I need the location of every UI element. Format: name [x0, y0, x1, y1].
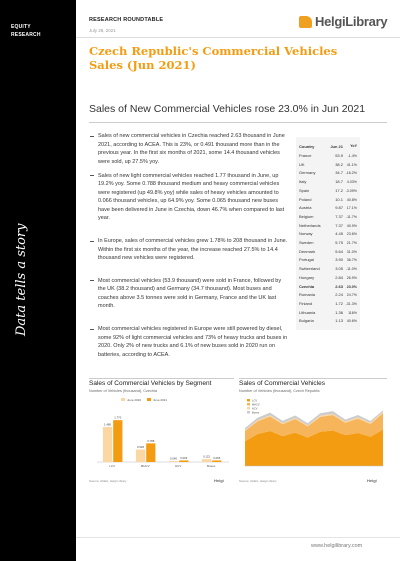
cell-yoy: -16.2% — [345, 171, 357, 176]
table-row — [299, 300, 357, 309]
legend-label: HCV — [252, 407, 258, 411]
cell-yoy: -31.3% — [345, 301, 357, 306]
total-chart-plot — [239, 396, 387, 476]
segment-chart-subtitle: Number of Vehicles (thousand), Czechia — [89, 389, 157, 393]
legend-swatch — [247, 403, 250, 406]
cell-yoy: 4.03% — [346, 180, 357, 185]
header-divider — [76, 37, 400, 38]
x-tick-label: MHCV — [140, 464, 150, 468]
legend-label: MHCV — [252, 403, 260, 407]
segment-chart-source: Source: ACEA, Helgi Library — [89, 479, 127, 483]
total-chart — [239, 378, 387, 488]
x-tick-label: Buses — [207, 464, 216, 468]
legend-swatch — [247, 399, 250, 402]
bullet-item: In Europe, sales of commercial vehicles grew 1.78% to 208 thousand in June. Within the first six months of the year, the increase reached 27.5% to 14.4 thousand new vehicles were registered. — [89, 237, 289, 271]
legend-swatch — [247, 411, 250, 414]
cell-jun21: 17.2 — [335, 187, 343, 193]
bar-value-label: 1.770 — [114, 415, 122, 420]
table-row — [299, 204, 357, 213]
cell-jun21: 9.87 — [335, 205, 343, 211]
segment-chart — [89, 378, 234, 488]
table-row — [299, 283, 357, 292]
cell-jun21: 2.24 — [335, 292, 343, 298]
helgi-logo-text: HelgiLibrary — [315, 14, 388, 29]
segment-chart-title: Sales of Commercial Vehicles by Segment — [89, 380, 212, 387]
bar-value-label: 0.788 — [147, 438, 155, 443]
cell-country: Hungary — [299, 274, 315, 280]
table-row — [299, 265, 357, 274]
sidebar-line-equity: EQUITY — [11, 24, 31, 30]
table-row — [299, 239, 357, 248]
cell-country: France — [299, 153, 312, 158]
cell-yoy: 31.0% — [346, 249, 357, 254]
bar-value-label: 1.480 — [104, 422, 112, 427]
cell-country: Finland — [299, 300, 313, 306]
article-subtitle: Sales of New Commercial Vehicles rose 23.0% in Jun 2021 — [89, 103, 366, 115]
cell-jun21: 34.7 — [335, 170, 343, 176]
cell-country: Portugal — [299, 257, 314, 263]
cell-jun21: 38.2 — [335, 161, 343, 167]
footer-divider — [76, 537, 400, 538]
cell-yoy: 36.7% — [346, 258, 357, 263]
cell-yoy: 21.7% — [346, 241, 357, 246]
bar — [169, 461, 178, 462]
cell-country: Bulgaria — [299, 318, 314, 324]
total-chart-subtitle: Number of Vehicles (thousand), Czech Republic — [239, 389, 320, 393]
chart-divider — [239, 378, 387, 379]
col-header-yoy: YoY — [350, 144, 357, 148]
cell-country: UK — [299, 161, 305, 167]
bar — [103, 427, 112, 462]
total-chart-logo: Helgi — [367, 478, 377, 483]
bar-value-label: 0.526 — [137, 445, 145, 450]
legend-swatch — [247, 407, 250, 410]
chart-divider — [89, 378, 234, 379]
table-row — [299, 187, 357, 196]
helgi-logo-icon — [299, 16, 312, 28]
country-sales-table — [296, 137, 360, 330]
report-date: July 28, 2021 — [89, 28, 116, 33]
bar — [202, 459, 211, 462]
legend-swatch — [121, 398, 125, 401]
segment-chart-plot — [89, 396, 234, 476]
table-row — [299, 317, 357, 326]
legend-label: Buses — [252, 411, 260, 415]
table-row — [299, 256, 357, 265]
bar — [212, 460, 221, 462]
cell-country: Switzerland — [299, 266, 320, 272]
x-tick-label: LCV — [109, 464, 116, 468]
bullet-item: Sales of new light commercial vehicles reached 1.77 thousand in June, up 19.2% yoy. Some 0.788 thousand medium and heavy commercial vehicles were registered (up 49.8% yoy) while sales of heavy vehicles amounted to 0.066 thousand vehicles, up 64.9% yoy. Some 0.065 thousand new buses have been delivered in June in Czechia, down 46.7% when compared to last year. — [89, 172, 289, 232]
bar-value-label: 0.065 — [213, 455, 221, 460]
cell-country: Italy — [299, 179, 307, 185]
cell-yoy: 23.6% — [346, 232, 357, 237]
cell-yoy: -1.4% — [347, 154, 357, 158]
footer-url[interactable]: www.helgilibrary.com — [311, 543, 363, 549]
table-row — [299, 274, 357, 283]
cell-jun21: 5.64 — [335, 248, 343, 254]
cell-yoy: 26.9% — [346, 275, 357, 280]
cell-jun21: 10.1 — [335, 196, 343, 202]
cell-jun21: 1.13 — [335, 318, 343, 324]
table-row — [299, 248, 357, 257]
cell-country: Czechia — [299, 283, 315, 289]
table-row — [299, 152, 357, 161]
cell-jun21: 53.9 — [335, 153, 343, 158]
bar-value-label: 0.122 — [203, 454, 211, 459]
bullet-item: Most commercial vehicles (53.9 thousand) were sold in France, followed by the UK (38.2 thousand) and Germany (34.7 thousand). Most buses and coaches above 3.5 tonnes were sold in Germany, France and the UK last month. — [89, 277, 289, 320]
col-header-jun21: Jun 21 — [330, 144, 343, 149]
table-row — [299, 230, 357, 239]
cell-yoy: 40.9% — [346, 223, 357, 228]
cell-jun21: 3.05 — [335, 266, 343, 272]
cell-yoy: 17.1% — [346, 206, 357, 211]
legend-label: LCV — [252, 399, 258, 403]
table-row — [299, 161, 357, 170]
bullet-item: Sales of new commercial vehicles in Czechia reached 2.63 thousand in June 2021, according to ACEA. This is 23%, or 0.491 thousand more than in the previous year. In the first six months of 2021, some 14.4 thousand vehicles were sold, up 27.5% yoy. — [89, 132, 289, 166]
cell-country: Norway — [299, 231, 313, 237]
segment-chart-logo: Helgi — [214, 478, 224, 483]
table-row — [299, 178, 357, 187]
col-header-country: Country — [299, 144, 315, 149]
cell-jun21: 4.45 — [335, 231, 343, 237]
bullet-item: Most commercial vehicles registered in Europe were still powered by diesel, some 92% of light commercial vehicles and 73% of heavy trucks and buses in 2020. Only 2% of new trucks and 6.1% of new buses sold in 2020 run on batteries, according to ACEA. — [89, 325, 289, 359]
bar — [113, 420, 122, 462]
cell-country: Germany — [299, 170, 316, 176]
cell-yoy: -11.7% — [345, 214, 357, 219]
helgi-logo[interactable] — [299, 14, 387, 29]
table-row — [299, 222, 357, 231]
report-label: RESEARCH ROUNDTABLE — [89, 17, 164, 23]
bar — [146, 443, 155, 462]
cell-country: Poland — [299, 196, 312, 202]
legend-label: June 2021 — [153, 398, 168, 402]
cell-country: Sweden — [299, 240, 314, 246]
legend-swatch — [147, 398, 151, 401]
cell-jun21: 3.90 — [335, 257, 343, 263]
cell-jun21: 18.7 — [335, 179, 343, 185]
table-row — [299, 291, 357, 300]
cell-yoy: 116% — [348, 310, 357, 315]
cell-country: Austria — [299, 205, 312, 211]
table-header-row — [299, 141, 357, 152]
cell-yoy: 41.1% — [346, 162, 357, 167]
cell-yoy: 24.7% — [346, 293, 357, 298]
cell-country: Denmark — [299, 248, 316, 254]
cell-yoy: 23.0% — [346, 284, 357, 289]
cell-jun21: 7.37 — [335, 222, 343, 228]
table-row — [299, 169, 357, 178]
sidebar — [0, 0, 76, 561]
cell-yoy: -11.0% — [345, 267, 357, 272]
table-row — [299, 309, 357, 318]
cell-jun21: 1.36 — [335, 309, 343, 315]
cell-yoy: 40.8% — [346, 197, 357, 202]
total-chart-source: Source: ACEA, Helgi Library — [239, 479, 277, 483]
cell-jun21: 5.75 — [335, 240, 343, 246]
table-row — [299, 213, 357, 222]
cell-yoy: -3.09% — [345, 188, 357, 193]
subtitle-divider — [89, 122, 387, 123]
article-bullets — [89, 132, 289, 365]
page-title: Czech Republic's Commercial Vehicles Sales (Jun 2021) — [89, 44, 338, 72]
cell-jun21: 2.63 — [335, 283, 343, 289]
total-chart-title: Sales of Commercial Vehicles — [239, 380, 325, 387]
table-row — [299, 196, 357, 205]
cell-country: Spain — [299, 187, 310, 193]
x-tick-label: HCV — [175, 464, 182, 468]
bar-value-label: 0.066 — [180, 455, 188, 460]
table-body — [299, 152, 357, 326]
cell-jun21: 7.37 — [335, 213, 343, 219]
cell-country: Romania — [299, 292, 316, 298]
cell-country: Lithuania — [299, 309, 316, 315]
bar — [179, 460, 188, 462]
legend-label: June 2020 — [127, 398, 142, 402]
sidebar-line-research: RESEARCH — [11, 32, 41, 38]
cell-yoy: 40.6% — [346, 319, 357, 324]
sidebar-tagline: Data tells a story — [14, 223, 29, 336]
cell-jun21: 1.72 — [335, 300, 343, 306]
area-series — [245, 429, 383, 466]
bar — [136, 450, 145, 462]
cell-country: Belgium — [299, 213, 314, 219]
cell-jun21: 2.84 — [335, 274, 343, 280]
bar-value-label: 0.040 — [170, 456, 178, 461]
cell-country: Netherlands — [299, 222, 321, 228]
